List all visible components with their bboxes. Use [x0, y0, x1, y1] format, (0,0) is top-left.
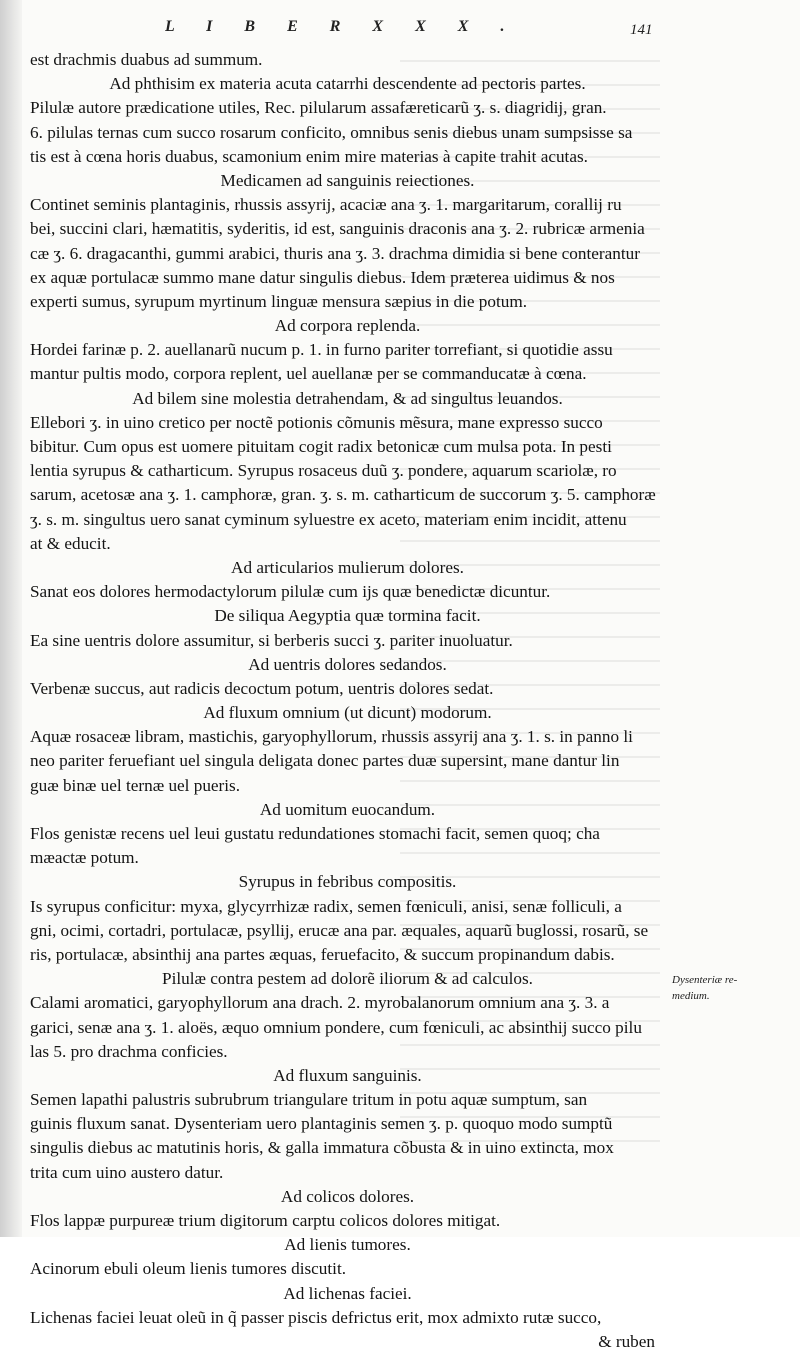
text-line: bei, succini clari, hæmatitis, syderitis, id est, sanguinis draconis ana ʒ. 2. rubricæ armenia [30, 219, 645, 239]
section-heading: De siliqua Aegyptia quæ tormina facit. [214, 606, 481, 626]
text-line: Lichenas faciei leuat oleũ in q̃ passer piscis defrictus erit, mox admixto rutæ succo, [30, 1307, 602, 1327]
page-header [0, 18, 800, 48]
text-line: 6. pilulas ternas cum succo rosarum conficito, omnibus senis diebus unam sumpsisse sa [30, 122, 633, 142]
section-heading: Ad lichenas faciei. [283, 1283, 412, 1303]
text-line: ris, portulacæ, absinthij ana partes æquas, feruefacito, & succum propinandum dabis. [30, 944, 615, 964]
text-line: neo pariter feruefiant uel singula deligata donec partes duæ supersint, mane dantur lin [30, 751, 620, 771]
section-heading: Ad uentris dolores sedandos. [248, 654, 447, 674]
section-heading: Ad uomitum euocandum. [259, 799, 436, 819]
text-line: sarum, acetosæ ana ʒ. 1. camphoræ, gran. ʒ. s. m. catharticum de succorum ʒ. 5. camphoræ [30, 485, 656, 505]
text-line: lentia syrupus & catharticum. Syrupus rosaceus duũ ʒ. pondere, aquarum scariolæ, ro [30, 461, 617, 481]
text-line: experti sumus, syrupum myrtinum linguæ mensura sæpius in die potum. [30, 291, 527, 311]
section-heading: Ad fluxum omnium (ut dicunt) modorum. [203, 703, 492, 723]
text-line: Continet seminis plantaginis, rhussis assyrij, acaciæ ana ʒ. 1. margaritarum, corallij ru [30, 195, 622, 215]
section-heading: Pilulæ contra pestem ad dolorẽ iliorum & ad calculos. [162, 969, 533, 989]
text-line: Semen lapathi palustris subrubrum triangulare tritum in potu aquæ sumptum, san [30, 1090, 588, 1110]
text-line: Flos genistæ recens uel leui gustatu redundationes stomachi facit, semen quoq; cha [30, 824, 600, 843]
section-heading: Medicamen ad sanguinis reiectiones. [220, 170, 475, 190]
marginal-note [672, 972, 782, 1004]
text-line: Aquæ rosaceæ libram, mastichis, garyophyllorum, rhussis assyrij ana ʒ. 1. s. in panno li [30, 727, 633, 747]
text-line: Flos lappæ purpureæ trium digitorum carptu colicos dolores mitigat. [30, 1211, 501, 1230]
text-line: bibitur. Cum opus est uomere pituitam cogit radix betonicæ cum mulsa pota. In pesti [30, 437, 612, 456]
text-line: Pilulæ autore prædicatione utiles, Rec. pilularum assafæreticarũ ʒ. s. diagridij, gran. [30, 98, 607, 118]
text-line: las 5. pro drachma conficies. [30, 1041, 228, 1061]
text-line: gni, ocimi, cortadri, portulacæ, psyllij, erucæ ana par. æquales, aquarũ buglossi, rosarũ, se [30, 920, 649, 940]
gutter-shadow [0, 0, 22, 1237]
text-line: Verbenæ succus, aut radicis decoctum potum, uentris dolores sedat. [30, 678, 494, 698]
text-line: guæ binæ uel ternæ uel pueris. [30, 775, 241, 795]
text-line: Hordei farinæ p. 2. auellanarũ nucum p. 1. in furno pariter torrefiant, si quotidie assu [30, 340, 613, 360]
text-line: cæ ʒ. 6. dragacanthi, gummi arabici, thuris ana ʒ. 3. drachma dimidia si bene conterantur [30, 243, 640, 263]
text-line: garici, senæ ana ʒ. 1. aloës, æquo omnium pondere, cum fœniculi, ac absinthij succo pilu [30, 1017, 642, 1037]
section-heading: Syrupus in febribus compositis. [238, 872, 457, 892]
running-title: L I B E R X X X . [165, 18, 519, 35]
section-heading: Ad bilem sine molestia detrahendam, & ad singultus leuandos. [132, 388, 563, 408]
text-line: ex aquæ portulacæ summo mane datur singulis diebus. Idem præterea uidimus & nos [30, 267, 615, 287]
text-line: Ea sine uentris dolore assumitur, si berberis succi ʒ. pariter inuoluatur. [30, 630, 513, 650]
text-line: mæactæ potum. [30, 848, 139, 868]
text-line: Acinorum ebuli oleum lienis tumores discutit. [30, 1259, 347, 1279]
text-line: Sanat eos dolores hermodactylorum pilulæ cum ijs quæ benedictæ dicuntur. [30, 582, 551, 602]
text-line: mantur pultis modo, corpora replent, uel auellanæ per se commanducatæ à cœna. [30, 364, 587, 384]
marginal-note-line: Dysenteriæ re- [672, 974, 738, 986]
section-heading: Ad colicos dolores. [280, 1186, 415, 1206]
text-line: guinis fluxum sanat. Dysenteriam uero plantaginis semen ʒ. p. quoquo modo sumptũ [30, 1114, 613, 1134]
section-heading: Ad fluxum sanguinis. [273, 1065, 422, 1085]
main-text-block [30, 48, 665, 1354]
text-line: ʒ. s. m. singultus uero sanat cyminum syluestre ex aceto, materiam enim incidit, attenu [30, 509, 627, 529]
section-heading: Ad articularios mulierum dolores. [231, 557, 464, 577]
section-heading: Ad phthisim ex materia acuta catarrhi descendente ad pectoris partes. [109, 74, 586, 94]
text-line: Ellebori ʒ. in uino cretico per noctẽ potionis cõmunis mẽsura, mane expresso succo [30, 412, 603, 432]
marginal-note-line: medium. [672, 990, 710, 1002]
text-line: singulis diebus ac matutinis horis, & galla immatura cõbusta & in uino extincta, mox [30, 1138, 614, 1158]
section-heading: Ad corpora replenda. [274, 316, 421, 336]
text-line: tis est à cœna horis duabus, scamonium enim mire materias à capite trahit acutas. [30, 146, 588, 166]
text-line: & ruben [598, 1331, 655, 1351]
text-line: at & educit. [30, 533, 111, 553]
section-heading: Ad lienis tumores. [284, 1235, 411, 1255]
text-line: Calami aromatici, garyophyllorum ana drach. 2. myrobalanorum omnium ana ʒ. 3. a [30, 993, 610, 1013]
text-line: Is syrupus conficitur: myxa, glycyrrhizæ radix, semen fœniculi, anisi, senæ folliculi, a [30, 896, 622, 916]
text-line: trita cum uino austero datur. [30, 1162, 224, 1182]
text-line: est drachmis duabus ad summum. [30, 50, 263, 69]
folio-number: 141 [630, 22, 653, 38]
